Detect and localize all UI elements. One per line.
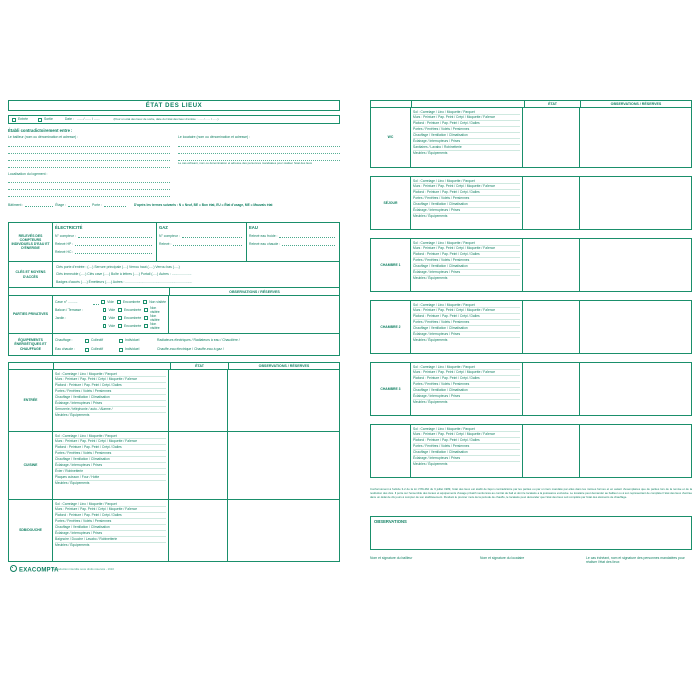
room-item: Portes / Fenêtres / Volets / Persiennes (413, 382, 520, 388)
room-block-chambre-3 (370, 362, 692, 416)
room-item: Baignoire / Douche / Lavabo / Robinetterie (55, 537, 166, 543)
rooms-header-left (8, 362, 340, 370)
room-item: Plafond : Peinture / Pap. Peint / Crépi / Dalles (55, 513, 166, 519)
contract-section (8, 128, 340, 207)
pp-row-3-nonvisitee-checkbox[interactable] (144, 324, 148, 328)
room-item: Éclairage / Interrupteurs / Prises (413, 208, 520, 214)
pp-row-0-encombree-checkbox[interactable] (117, 300, 121, 304)
room-item: Murs : Peinture / Pap. Peint / Crépi / Moquette / Faïence (55, 439, 166, 445)
room-item: Sol : Carrelage / Lino / Moquette / Parquet (413, 179, 520, 185)
pp-row-1-opt-1: Encombrée (123, 307, 142, 312)
room-item: Sol : Carrelage / Lino / Moquette / Parquet (55, 502, 166, 508)
room-block-entree (8, 370, 340, 432)
state-legend: D'après les termes suivants : N = Neuf, BE = Bon état, EU = État d'usage, ME = Mauvais état (134, 202, 273, 207)
room-observations-cell[interactable] (580, 301, 691, 353)
room-name-sejour: SÉJOUR (371, 177, 411, 229)
pp-row-2-vide-checkbox[interactable] (103, 316, 107, 320)
observations-block[interactable] (370, 516, 692, 550)
eau-input-0[interactable] (279, 232, 335, 238)
pp-row-1-nonvisitee-checkbox[interactable] (144, 308, 148, 312)
observations-block-title: OBSERVATIONS (374, 519, 407, 524)
room-item: Chauffage / Ventilation / Climatisation (413, 388, 520, 394)
room-item: Murs : Peinture / Pap. Peint / Crépi / Moquette / Faïence (413, 184, 520, 190)
room-etat-cell[interactable] (169, 370, 228, 431)
sortie-checkbox[interactable] (38, 118, 42, 122)
porte-input[interactable] (104, 201, 126, 207)
room-etat-cell[interactable] (523, 177, 580, 229)
locataire-lines[interactable] (178, 140, 340, 161)
cles-label: CLÉS ET MOYENS D'ACCÈS (9, 262, 53, 287)
room-item: Murs : Peinture / Pap. Peint / Crépi / Moquette / Faïence (413, 308, 520, 314)
room-item: Plafond : Peinture / Pap. Peint / Crépi / Dalles (413, 438, 520, 444)
room-item: Murs : Peinture / Pap. Peint / Crépi / Moquette / Faïence (413, 370, 520, 376)
room-item: Murs : Peinture / Pap. Peint / Crépi / Moquette / Faïence (413, 246, 520, 252)
pp-row-3-vide-checkbox[interactable] (103, 324, 107, 328)
room-item: Plafond : Peinture / Pap. Peint / Crépi / Dalles (413, 314, 520, 320)
room-item: Sol : Carrelage / Lino / Moquette / Parquet (413, 427, 520, 433)
room-item: Meubles / Équipements (413, 276, 448, 281)
room-item: Plaques cuisson / Four / Hotte (55, 475, 166, 481)
eau-title: EAU (249, 225, 258, 230)
room-etat-cell[interactable] (169, 500, 228, 561)
room-name-entree: ENTRÉE (9, 370, 53, 431)
room-block-sdb (8, 500, 340, 562)
releves-label: RELEVÉS DES COMPTEURS INDIVIDUELS D'EAU ET D'ÉNERGIE (9, 223, 53, 261)
pp-row-2-name: Jardin : (55, 315, 67, 320)
room-name-cuisine: CUISINE (9, 432, 53, 499)
room-item: Murs : Peinture / Pap. Peint / Crépi / Moquette / Faïence (413, 432, 520, 438)
eq-row-1-collectif-checkbox[interactable] (85, 348, 89, 352)
eq-row-1-name: Eau chaude : (55, 347, 75, 352)
room-item: Portes / Fenêtres / Volets / Persiennes (413, 258, 520, 264)
releves-col-eau (247, 223, 339, 261)
signature-locataire[interactable]: Nom et signature du locataire (480, 556, 525, 560)
observations-header-label-right: OBSERVATIONS / RÉSERVES (610, 102, 662, 106)
room-item: Murs : Peinture / Pap. Peint / Crépi / Moquette / Faïence (413, 115, 520, 121)
eau-input-1[interactable] (282, 240, 335, 246)
room-etat-cell[interactable] (523, 108, 580, 167)
room-item: Évier / Robinetterie (55, 469, 166, 475)
batiment-row (8, 201, 340, 207)
elec-input-2[interactable] (75, 248, 152, 254)
room-block-sejour (370, 176, 692, 230)
room-item: Portes / Fenêtres / Volets / Persiennes (413, 127, 520, 133)
gaz-field-0: N° compteur : (159, 234, 180, 239)
room-observations-cell[interactable] (580, 363, 691, 415)
pp-row-0-opt-1: Encombrée (122, 299, 141, 304)
pp-row-3-opt-2: Non visitée (150, 321, 160, 330)
header-entry-exit-row (8, 115, 340, 124)
legal-paragraph: Conformément à l'article 3-2 de la loi n°89-462 du 6 juillet 1989, l'état des lieux est établi de façon contradictoire par les parties ou par un tiers mandaté par elles dans les mêmes formes et en autant d'exemplaires que de parties lors de la remise et de la restitution des clés. Il porte sur l'ensemble des locaux et équipements d'usage privatif mentionnés au contrat de bail et dont le locataire a la jouissance exclusive. Le locataire peut demander au bailleur ou à son représentant de compléter l'état des lieux d'entrée dans un délai de dix jours à compter de son établissement. Pendant le premier mois de la période de chauffe, le locataire peut demander que l'état des lieux soit complété par l'état des éléments de chauffage. (370, 487, 692, 500)
room-observations-cell[interactable] (580, 177, 691, 229)
room-observations-cell[interactable] (580, 108, 691, 167)
room-name-wc: WC (371, 108, 411, 167)
etage-input[interactable] (68, 201, 90, 207)
room-item: Meubles / Équipements (55, 413, 90, 418)
room-item: Murs : Peinture / Pap. Peint / Crépi / Moquette / Faïence (55, 507, 166, 513)
bailleur-label: Le bailleur (nom ou dénomination et adresse) : (8, 135, 79, 140)
pp-row-2-opt-0: Vide (108, 315, 116, 320)
room-item: Chauffage / Ventilation / Climatisation (55, 457, 166, 463)
room-block-chambre-1 (370, 238, 692, 292)
pp-row-2-opt-2: Non visitée (150, 313, 160, 322)
elec-input-1[interactable] (75, 240, 152, 246)
pp-row-1-vide-checkbox[interactable] (103, 308, 107, 312)
room-block-blank (370, 424, 692, 478)
room-item: Plafond : Peinture / Pap. Peint / Crépi / Dalles (55, 445, 166, 451)
room-item: Chauffage / Ventilation / Climatisation (413, 264, 520, 270)
room-item: Éclairage / Interrupteurs / Prises (413, 139, 520, 145)
room-item: Éclairage / Interrupteurs / Prises (55, 463, 166, 469)
date-value[interactable]: ...... / ...... / ...... (76, 117, 100, 122)
room-item: Plafond : Peinture / Pap. Peint / Crépi / Dalles (55, 383, 166, 389)
room-observations-cell[interactable] (228, 370, 339, 431)
etat-header-label-right: ÉTAT (525, 101, 581, 107)
pp-row-0-nonvisitee-checkbox[interactable] (143, 300, 147, 304)
localisation-label: Localisation du logement : (8, 171, 48, 176)
room-item: Plafond : Peinture / Pap. Peint / Crépi / Dalles (413, 190, 520, 196)
room-item: Sanitaires / Lavabo / Robinetterie (413, 145, 520, 151)
elec-field-2: Relevé HC : (55, 250, 74, 255)
room-item: Sol : Carrelage / Lino / Moquette / Parquet (55, 372, 166, 378)
elec-input-0[interactable] (78, 232, 152, 238)
room-item: Murs : Peinture / Pap. Peint / Crépi / Moquette / Faïence (55, 377, 166, 383)
pp-row-0-name: Cave n° .......... (55, 299, 78, 304)
pp-row-2-nonvisitee-checkbox[interactable] (144, 316, 148, 320)
room-item: Meubles / Équipements (55, 543, 90, 548)
brand-name: EXACOMPTA (19, 567, 59, 574)
parties-privatives-observations[interactable] (169, 296, 339, 333)
room-etat-cell[interactable] (523, 301, 580, 353)
eau-field-1: Relevé eau chaude : (249, 242, 281, 247)
brand-note: Reproduction interdite sous droits réservés - 1610 (52, 567, 114, 571)
eq-row-1-opt-1: Individuel (125, 347, 140, 352)
room-observations-cell[interactable] (580, 425, 691, 477)
room-item: Plafond : Peinture / Pap. Peint / Crépi / Dalles (413, 252, 520, 258)
pp-row-3-encombree-checkbox[interactable] (118, 324, 122, 328)
electricite-title: ÉLECTRICITÉ (55, 225, 83, 230)
room-item: Chauffage / Ventilation / Climatisation (413, 450, 520, 456)
room-item: Éclairage / Interrupteurs / Prises (413, 332, 520, 338)
pp-row-1-opt-2: Non visitée (150, 305, 160, 314)
room-name-blank[interactable] (371, 425, 411, 477)
room-item: Meubles / Équipements (413, 214, 448, 219)
room-name-chambre-2: CHAMBRE 2 (371, 301, 411, 353)
room-item: Meubles / Équipements (413, 462, 448, 467)
pp-row-0-opt-0: Vide (107, 299, 114, 304)
releves-col-gaz (157, 223, 247, 261)
pp-row-1-opt-0: Vide (108, 307, 116, 312)
bailleur-lines[interactable] (8, 140, 170, 168)
room-etat-cell[interactable] (523, 425, 580, 477)
room-item: Portes / Fenêtres / Volets / Persiennes (55, 519, 166, 525)
releves-col-electricite (53, 223, 157, 261)
etat-header-label-left: ÉTAT (171, 363, 229, 369)
observations-header-label: OBSERVATIONS / RÉSERVES (229, 289, 280, 294)
pp-row-1-name: Balcon / Terrasse : (55, 307, 84, 312)
room-etat-cell[interactable] (169, 432, 228, 499)
room-item: Sol : Carrelage / Lino / Moquette / Parquet (55, 434, 166, 440)
date-label: Date : (64, 117, 74, 122)
sortie-label: Sortie (44, 117, 53, 122)
room-block-cuisine (8, 432, 340, 500)
pp-row-3-opt-1: Encombrée (123, 323, 142, 328)
equipements-label: ÉQUIPEMENTS ÉNERGÉTIQUES ET CHAUFFAGE (9, 334, 53, 355)
room-item: Sol : Carrelage / Lino / Moquette / Parquet (413, 241, 520, 247)
entree-checkbox[interactable] (12, 118, 16, 122)
room-block-wc (370, 108, 692, 168)
room-item: Éclairage / Interrupteurs / Prises (413, 394, 520, 400)
room-item: Sol : Carrelage / Lino / Moquette / Parquet (413, 365, 520, 371)
room-item: Portes / Fenêtres / Volets / Persiennes (55, 389, 166, 395)
eq-row-0-name: Chauffage : (55, 338, 73, 343)
locataire-label: Le locataire (nom ou dénomination et adresse) : (178, 135, 250, 140)
room-name-chambre-3: CHAMBRE 3 (371, 363, 411, 415)
elec-field-1: Relevé HP : (55, 242, 74, 247)
page-title: ÉTAT DES LIEUX (8, 100, 340, 111)
brand-mark-icon (10, 565, 17, 572)
eq-row-1-extra: Chauffe-eau électrique / Chauffe-eau à gaz / (157, 347, 224, 352)
room-item: Portes / Fenêtres / Volets / Persiennes (413, 320, 520, 326)
room-name-chambre-1: CHAMBRE 1 (371, 239, 411, 291)
room-item: Chauffage / Ventilation / Climatisation (413, 326, 520, 332)
rooms-header-right (370, 100, 692, 108)
room-item: Meubles / Équipements (413, 400, 448, 405)
room-item: Meubles / Équipements (55, 481, 90, 486)
parties-privatives-label: PARTIES PRIVATIVES (9, 296, 53, 333)
pp-row-2-encombree-checkbox[interactable] (118, 316, 122, 320)
contract-section-title: Établi contradictoirement entre : (8, 128, 73, 133)
room-item: Chauffage / Ventilation / Climatisation (413, 133, 520, 139)
room-observations-cell[interactable] (580, 239, 691, 291)
pp-row-2-opt-1: Encombrée (123, 315, 142, 320)
signature-bailleur[interactable]: Nom et signature du bailleur (370, 556, 413, 560)
eq-row-0-extra: Radiateurs électriques / Radiateurs à eau / Chaudière / (157, 338, 240, 343)
room-block-chambre-2 (370, 300, 692, 354)
eq-row-1-individuel-checkbox[interactable] (119, 348, 123, 352)
observations-header-left-1 (8, 288, 340, 296)
releves-block (8, 222, 340, 262)
room-item: Éclairage / Interrupteurs / Prises (55, 531, 166, 537)
room-item: Meubles / Équipements (413, 151, 448, 156)
porte-label: Porte : (92, 202, 103, 207)
cles-line-1[interactable]: Clés porte d'entrée : (....) Serrure principale (....) Verrou haut (.....) Verrou bas (.....) (56, 265, 180, 269)
gaz-field-1: Relevé : (159, 242, 172, 247)
eq-row-0-collectif-checkbox[interactable] (85, 339, 89, 343)
cles-line-2[interactable]: Clés immeuble (.....) Clés cave (.....) Boîte à lettres (.....) Portail (.....) Autres : ..................... (56, 272, 192, 277)
room-item: Sol : Carrelage / Lino / Moquette / Parquet (413, 110, 520, 116)
signature-row (370, 556, 692, 565)
gaz-title: GAZ (159, 225, 168, 230)
gaz-input-1[interactable] (173, 240, 242, 246)
observations-header-label-left: OBSERVATIONS / RÉSERVES (258, 364, 310, 368)
batiment-input[interactable] (25, 201, 53, 207)
eq-row-0-opt-0: Collectif (91, 338, 104, 343)
cas-echeant-note: Le cas échéant, nom ou dénomination et adresse des personnes mandatées pour réaliser l'état des lieux (178, 160, 313, 165)
eq-row-1-opt-0: Collectif (91, 347, 104, 352)
cles-line-3[interactable]: Badges d'accès (.....) Émetteurs (.....) Autres : ....................................................................... (56, 279, 193, 284)
eq-row-0-opt-1: Individuel (125, 338, 140, 343)
room-name-sdb: SDB/DOUCHE (9, 500, 53, 561)
room-etat-cell[interactable] (523, 239, 580, 291)
room-observations-cell[interactable] (228, 500, 339, 561)
room-item: Chauffage / Ventilation / Climatisation (413, 202, 520, 208)
batiment-label: Bâtiment : (8, 202, 24, 207)
room-item: Éclairage / Interrupteurs / Prises (55, 401, 166, 407)
gaz-input-0[interactable] (182, 232, 242, 238)
etage-label: Étage : (55, 202, 67, 207)
eau-field-0: Relevé eau froide : (249, 234, 278, 239)
room-item: Éclairage / Interrupteurs / Prises (413, 270, 520, 276)
room-etat-cell[interactable] (523, 363, 580, 415)
entree-label: Entrée (18, 117, 28, 122)
parties-privatives-block (8, 296, 340, 334)
room-item: Plafond : Peinture / Pap. Peint / Crépi / Dalles (413, 376, 520, 382)
eq-row-0-individuel-checkbox[interactable] (119, 339, 123, 343)
pp-row-0-vide-checkbox[interactable] (101, 300, 105, 304)
signature-mandate[interactable]: Le cas échéant, nom et signature des personnes mandatées pour réaliser l'état des lieux (586, 556, 685, 565)
pp-row-3-opt-0: Vide (108, 323, 116, 328)
room-item: Portes / Fenêtres / Volets / Persiennes (413, 444, 520, 450)
room-item: Chauffage / Ventilation / Climatisation (55, 525, 166, 531)
room-item: Portes / Fenêtres / Volets / Persiennes (55, 451, 166, 457)
room-item: Chauffage / Ventilation / Climatisation (55, 395, 166, 401)
header-note: (Pour un état des lieux de sortie, date du l'état des lieux d'entrée : ...... / ...... / ......) (113, 116, 219, 121)
room-item: Sol : Carrelage / Lino / Moquette / Parquet (413, 303, 520, 309)
room-item: Plafond : Peinture / Pap. Peint / Crépi / Dalles (413, 121, 520, 127)
room-item: Meubles / Équipements (413, 338, 448, 343)
equipements-block (8, 334, 340, 356)
cles-block (8, 262, 340, 288)
pp-row-1-encombree-checkbox[interactable] (118, 308, 122, 312)
room-item: Portes / Fenêtres / Volets / Persiennes (413, 196, 520, 202)
pp-row-0-opt-2: Non visitée (149, 299, 166, 304)
elec-field-0: N° compteur : (55, 234, 76, 239)
room-item: Serrurerie / téléphonie / auto. / Alarme / (55, 407, 166, 413)
room-observations-cell[interactable] (228, 432, 339, 499)
room-item: Éclairage / Interrupteurs / Prises (413, 456, 520, 462)
localisation-lines[interactable] (8, 176, 170, 197)
